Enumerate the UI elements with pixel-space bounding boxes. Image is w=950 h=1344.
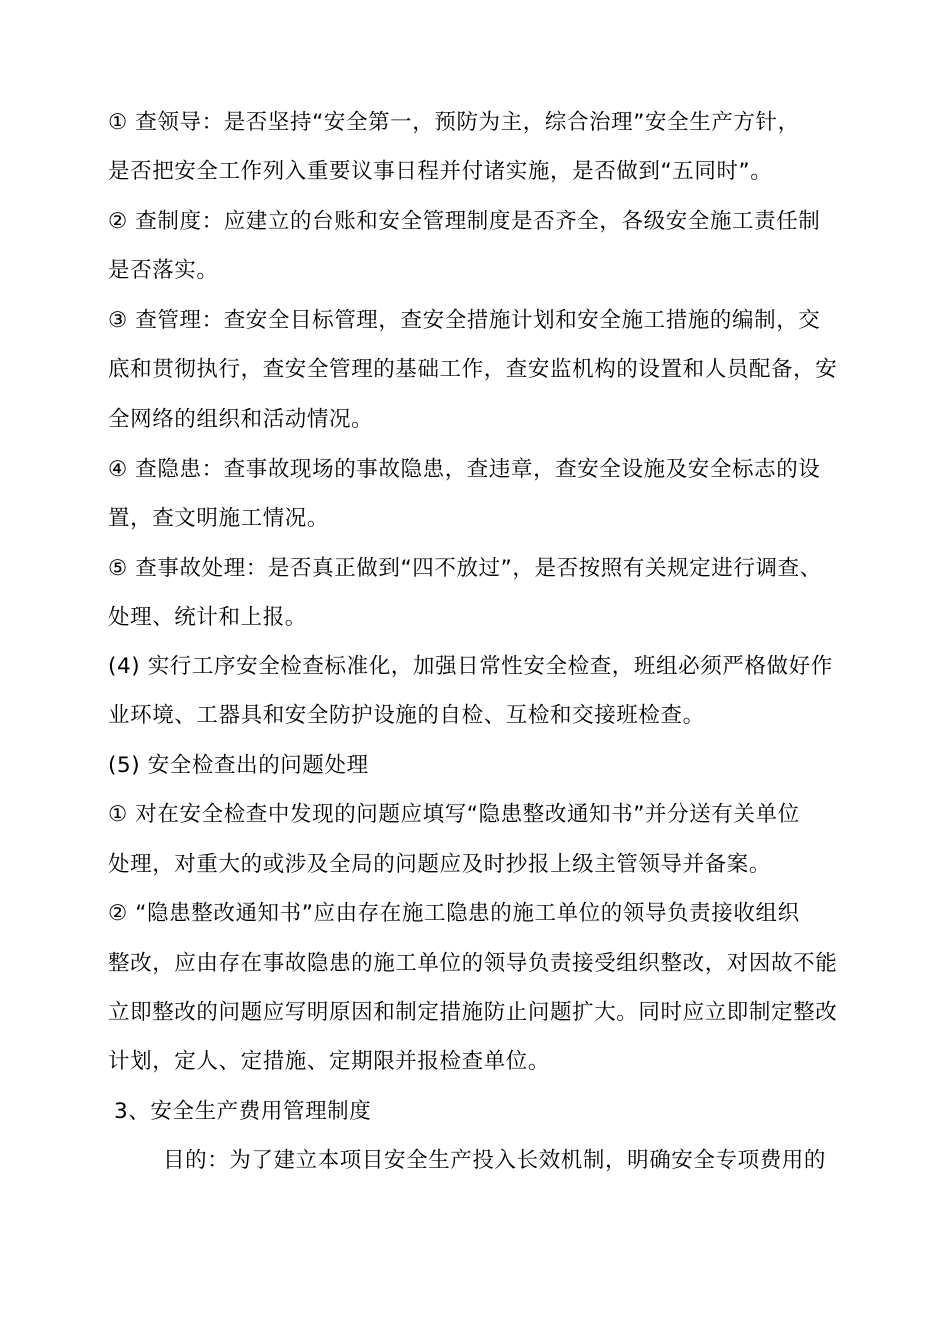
text-line: 业环境、工器具和安全防护设施的自检、互检和交接班检查。 (108, 703, 705, 728)
text-line: ⑤ 查事故处理：是否真正做到“四不放过”，是否按照有关规定进行调查、 (108, 556, 822, 581)
text-line: 置，查文明施工情况。 (108, 506, 330, 531)
paragraph-first-line: 目的：为了建立本项目安全生产投入长效机制，明确安全专项费用的 (163, 1148, 827, 1173)
text-line: ① 查领导：是否坚持“安全第一，预防为主，综合治理”安全生产方针， (108, 110, 800, 135)
text-line: 计划，定人、定措施、定期限并报检查单位。 (108, 1049, 551, 1074)
section-heading: (5) 安全检查出的问题处理 (108, 753, 369, 778)
section-heading: 3、安全生产费用管理制度 (114, 1099, 372, 1124)
text-line: 底和贯彻执行，查安全管理的基础工作，查安监机构的设置和人员配备，安 (108, 357, 838, 382)
text-line: ② “隐患整改通知书”应由存在施工隐患的施工单位的领导负责接收组织 (108, 901, 800, 926)
text-line: 处理，对重大的或涉及全局的问题应及时抄报上级主管领导并备案。 (108, 852, 772, 877)
text-line: ② 查制度：应建立的台账和安全管理制度是否齐全，各级安全施工责任制 (108, 209, 821, 234)
text-line: 全网络的组织和活动情况。 (108, 407, 374, 432)
text-line: 是否把安全工作列入重要议事日程并付诸实施，是否做到“五同时”。 (108, 159, 773, 184)
text-line: 处理、统计和上报。 (108, 605, 307, 630)
text-line: ① 对在安全检查中发现的问题应填写“隐患整改通知书”并分送有关单位 (108, 802, 800, 827)
text-line: 立即整改的问题应写明原因和制定措施防止问题扩大。同时应立即制定整改 (108, 1000, 838, 1025)
text-line: (4) 实行工序安全检查标准化，加强日常性安全检查，班组必须严格做好作 (108, 654, 833, 679)
text-line: ③ 查管理：查安全目标管理，查安全措施计划和安全施工措施的编制，交 (108, 308, 821, 333)
text-line: 是否落实。 (108, 258, 219, 283)
text-line: ④ 查隐患：查事故现场的事故隐患，查违章，查安全设施及安全标志的设 (108, 457, 821, 482)
text-line: 整改，应由存在事故隐患的施工单位的领导负责接受组织整改，对因故不能 (108, 951, 838, 976)
